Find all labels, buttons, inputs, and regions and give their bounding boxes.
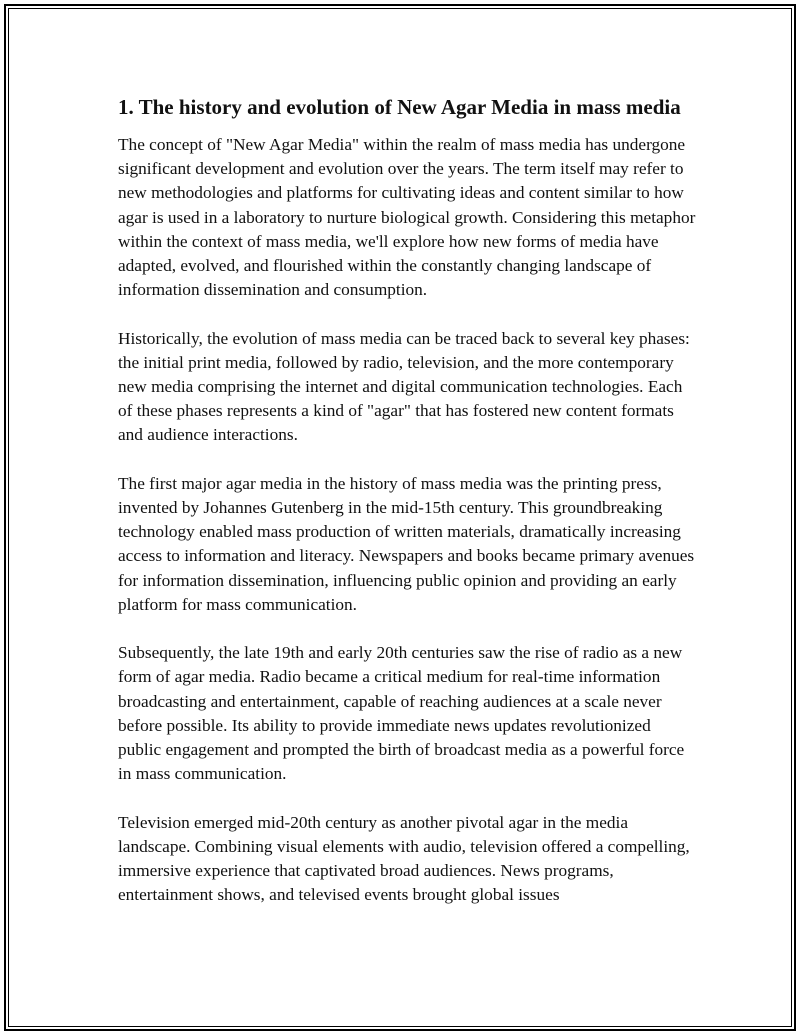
paragraph-historical-phases: Historically, the evolution of mass media can be traced back to several key phases: the initial print media, followed by radio, television, and the more contemporary new media comprising the internet and digital communication technologies. Each of these phases represents a kind of "agar" that has fostered new content formats and audience interactions.: [118, 328, 690, 445]
paragraph-printing-press: The first major agar media in the history of mass media was the printing press, invented by Johannes Gutenberg in the mid-15th century. This groundbreaking technology enabled mass production of written materials, dramatically increasing access to information and literacy. Newspapers and books became primary avenues for information dissemination, influencing public opinion and providing an early platform for mass communication.: [118, 473, 695, 614]
paragraph-concept: The concept of "New Agar Media" within the realm of mass media has undergone significant development and evolution over the years. The term itself may refer to new methodologies and platforms for cultivating ideas and content similar to how agar is used in a laboratory to nurture biological growth. Considering this metaphor within the context of mass media, we'll explore how new forms of media have adapted, evolved, and flourished within the constantly changing landscape of information dissemination and consumption.: [118, 135, 696, 300]
section-heading: 1. The history and evolution of New Agar Media in mass media: [118, 95, 681, 119]
paragraph-television: Television emerged mid-20th century as another pivotal agar in the media landscape. Combining visual elements with audio, television offered a compelling, immersive experience that captivated broad audiences. News programs, entertainment shows, and televised events brought global issues: [118, 812, 690, 905]
paragraph-radio: Subsequently, the late 19th and early 20th centuries saw the rise of radio as a new form of agar media. Radio became a critical medium for real-time information broadcasting and entertainment, capable of reaching audiences at a scale never before possible. Its ability to provide immediate news updates revolutionized public engagement and prompted the birth of broadcast media as a powerful force in mass communication.: [118, 643, 685, 784]
document-body: [118, 94, 698, 932]
